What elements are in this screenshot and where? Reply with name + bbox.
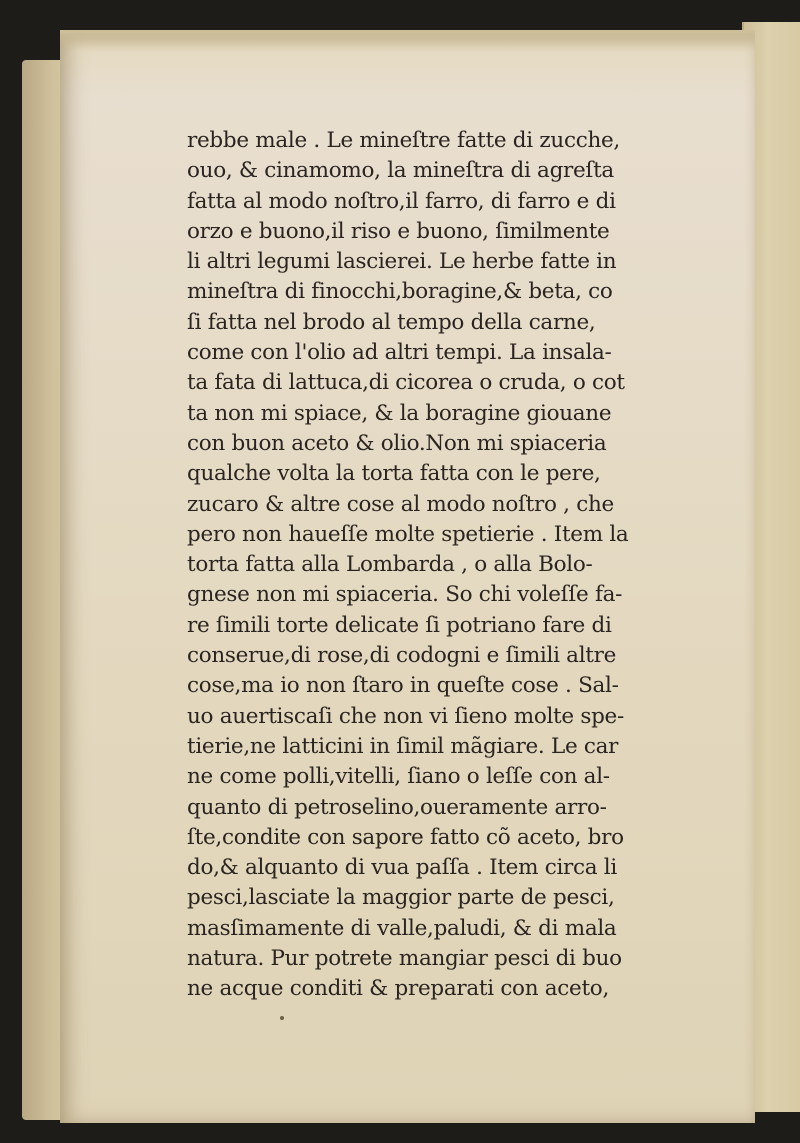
text-line-25: do,& alquanto di vua paſſa . Item circa li	[187, 855, 617, 881]
text-line-13: zucaro & altre cose al modo noſtro , che	[187, 491, 614, 517]
text-line-28: natura. Pur potrete mangiar pesci di buo	[187, 946, 622, 972]
text-line-19: cose,ma io non ſtaro in queſte cose . Sal-	[187, 673, 619, 699]
text-line-10: ta non mi spiace, & la boragine giouane	[187, 400, 612, 426]
text-line-16: gnese non mi spiaceria. So chi voleſſe fa-	[187, 582, 623, 608]
page-top-fold	[60, 33, 755, 51]
text-line-15: torta fatta alla Lombarda , o alla Bolo-	[187, 552, 593, 578]
text-line-1: rebbe male . Le mineſtre fatte di zucche,	[187, 128, 620, 153]
text-line-17: re ſimili torte delicate ſi potriano fare di	[187, 612, 612, 638]
text-line-12: qualche volta la torta fatta con le pere,	[187, 461, 601, 487]
text-line-5: li altri legumi lascierei. Le herbe fatte in	[187, 249, 617, 275]
text-line-6: mineſtra di finocchi,boragine,& beta, co	[187, 279, 613, 305]
text-line-20: uo auertiscaſi che non vi ſieno molte spe-	[187, 703, 624, 729]
text-line-29: ne acque conditi & preparati con aceto,	[187, 976, 609, 1002]
text-line-8: come con l'olio ad altri tempi. La insala-	[187, 340, 612, 366]
text-line-26: pesci,lasciate la maggior parte de pesci,	[187, 885, 615, 911]
text-line-24: ſte,condite con sapore fatto cõ aceto, bro	[187, 824, 624, 850]
text-line-4: orzo e buono,il riso e buono, ſimilmente	[187, 218, 610, 244]
text-line-3: fatta al modo noſtro,il farro, di farro e di	[187, 188, 616, 214]
page-text	[187, 126, 717, 1005]
text-line-7: ſi fatta nel brodo al tempo della carne,	[187, 309, 596, 335]
text-line-21: tierie,ne latticini in ſimil mãgiare. Le car	[187, 733, 619, 759]
text-line-9: ta fata di lattuca,di cicorea o cruda, o cot	[187, 370, 625, 396]
text-line-27: masſimamente di valle,paludi, & di mala	[187, 915, 617, 941]
text-line-2: ouo, & cinamomo, la mineſtra di agreſta	[187, 158, 614, 184]
text-line-22: ne come polli,vitelli, ſiano o leſſe con al-	[187, 764, 610, 790]
text-line-23: quanto di petroselino,oueramente arro-	[187, 794, 607, 820]
text-line-11: con buon aceto & olio.Non mi spiaceria	[187, 430, 607, 456]
ink-speck	[280, 1016, 284, 1020]
text-line-14: pero non haueſſe molte spetierie . Item la	[187, 521, 629, 547]
text-line-18: conserue,di rose,di codogni e ſimili altre	[187, 643, 617, 669]
